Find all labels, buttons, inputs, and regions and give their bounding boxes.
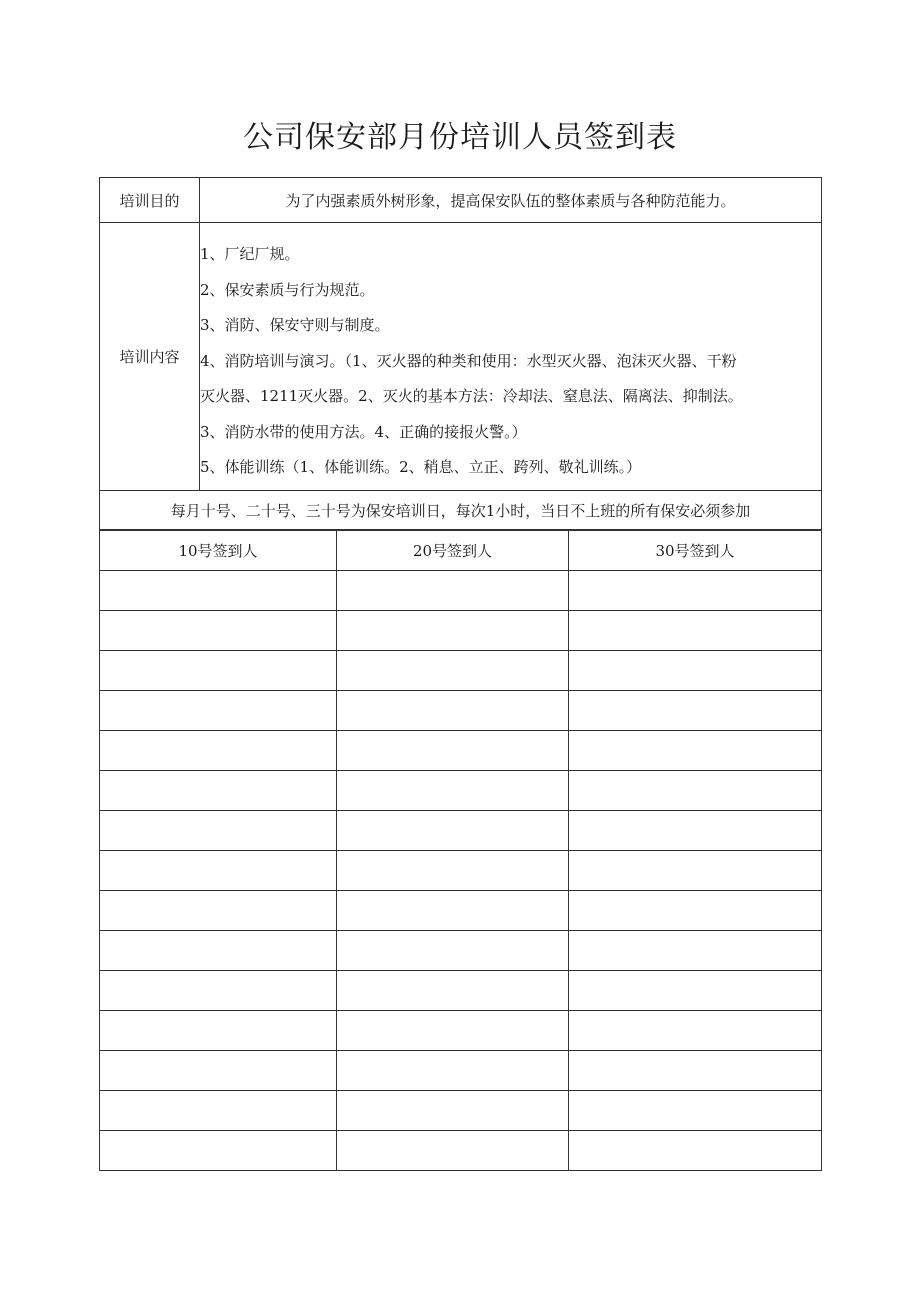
- purpose-row: [100, 178, 822, 223]
- signin-row: [100, 691, 822, 731]
- signin-cell-20th[interactable]: [337, 811, 569, 851]
- content-line: 1、厂纪厂规。: [200, 245, 300, 263]
- signin-row: [100, 611, 822, 651]
- signin-row: [100, 811, 822, 851]
- notice-row: [100, 491, 822, 530]
- signin-row: [100, 851, 822, 891]
- signin-cell-10th[interactable]: [100, 891, 337, 931]
- signin-cell-10th[interactable]: [100, 971, 337, 1011]
- signin-cell-30th[interactable]: [569, 1051, 822, 1091]
- signin-row: [100, 1091, 822, 1131]
- signin-row: [100, 1011, 822, 1051]
- content-line: 3、消防水带的使用方法。4、正确的接报火警。）: [200, 422, 527, 441]
- signin-cell-20th[interactable]: [337, 891, 569, 931]
- content-line: 2、保安素质与行为规范。: [200, 280, 375, 299]
- signin-cell-30th[interactable]: [569, 931, 822, 971]
- signin-cell-10th[interactable]: [100, 731, 337, 771]
- signin-cell-10th[interactable]: [100, 691, 337, 731]
- content-row: [100, 223, 822, 491]
- signin-cell-10th[interactable]: [100, 1011, 337, 1051]
- content-line: 灭火器、1211灭火器。2、灭火的基本方法：冷却法、窒息法、隔离法、抑制法。: [200, 387, 743, 405]
- signin-row: [100, 971, 822, 1011]
- signin-cell-30th[interactable]: [569, 731, 822, 771]
- signin-cell-30th[interactable]: [569, 1131, 822, 1171]
- signin-cell-30th[interactable]: [569, 571, 822, 611]
- signin-cell-20th[interactable]: [337, 1091, 569, 1131]
- content-label: 培训内容: [100, 223, 200, 491]
- notice-text: 每月十号、二十号、三十号为保安培训日，每次1小时，当日不上班的所有保安必须参加: [100, 491, 822, 530]
- signin-cell-20th[interactable]: [337, 1011, 569, 1051]
- signin-cell-10th[interactable]: [100, 851, 337, 891]
- signin-body: [100, 571, 822, 1171]
- signin-cell-10th[interactable]: [100, 1091, 337, 1131]
- signin-cell-30th[interactable]: [569, 611, 822, 651]
- signin-cell-30th[interactable]: [569, 771, 822, 811]
- signin-cell-30th[interactable]: [569, 851, 822, 891]
- content-line: 3、消防、保安守则与制度。: [200, 316, 390, 334]
- signin-cell-10th[interactable]: [100, 931, 337, 971]
- signin-cell-10th[interactable]: [100, 1051, 337, 1091]
- signin-cell-10th[interactable]: [100, 811, 337, 851]
- header-30th: 30号签到人: [569, 531, 822, 571]
- signin-row: [100, 1051, 822, 1091]
- signin-cell-10th[interactable]: [100, 651, 337, 691]
- signin-cell-30th[interactable]: [569, 1091, 822, 1131]
- signin-cell-20th[interactable]: [337, 971, 569, 1011]
- header-10th: 10号签到人: [100, 531, 337, 571]
- signin-cell-20th[interactable]: [337, 851, 569, 891]
- signin-cell-20th[interactable]: [337, 931, 569, 971]
- signin-cell-20th[interactable]: [337, 1051, 569, 1091]
- signin-header-row: [100, 531, 822, 571]
- signin-cell-10th[interactable]: [100, 611, 337, 651]
- signin-cell-10th[interactable]: [100, 771, 337, 811]
- signin-cell-20th[interactable]: [337, 771, 569, 811]
- signin-cell-20th[interactable]: [337, 1131, 569, 1171]
- signin-cell-10th[interactable]: [100, 1131, 337, 1171]
- content-line: 4、消防培训与演习。（1、灭火器的种类和使用：水型灭火器、泡沫灭火器、干粉: [200, 351, 737, 370]
- signin-row: [100, 1131, 822, 1171]
- signin-row: [100, 651, 822, 691]
- content-list: [200, 223, 821, 486]
- signin-cell-20th[interactable]: [337, 571, 569, 611]
- content-line: 5、体能训练（1、体能训练。2、稍息、立正、跨列、敬礼训练。）: [200, 458, 642, 476]
- signin-cell-20th[interactable]: [337, 651, 569, 691]
- header-20th: 20号签到人: [337, 531, 569, 571]
- training-info-table: [99, 177, 822, 530]
- content-list-cell: [200, 223, 822, 491]
- signin-cell-30th[interactable]: [569, 811, 822, 851]
- signin-cell-30th[interactable]: [569, 891, 822, 931]
- signin-cell-10th[interactable]: [100, 571, 337, 611]
- signin-row: [100, 891, 822, 931]
- signin-cell-30th[interactable]: [569, 971, 822, 1011]
- purpose-text: 为了内强素质外树形象，提高保安队伍的整体素质与各种防范能力。: [200, 178, 822, 223]
- signin-row: [100, 931, 822, 971]
- signin-cell-30th[interactable]: [569, 1011, 822, 1051]
- signin-cell-20th[interactable]: [337, 611, 569, 651]
- signin-cell-20th[interactable]: [337, 691, 569, 731]
- purpose-label: 培训目的: [100, 178, 200, 223]
- signin-cell-30th[interactable]: [569, 691, 822, 731]
- signin-table: [99, 530, 822, 1171]
- signin-row: [100, 731, 822, 771]
- page-title: 公司保安部月份培训人员签到表: [243, 120, 677, 155]
- signin-cell-30th[interactable]: [569, 651, 822, 691]
- signin-row: [100, 571, 822, 611]
- signin-row: [100, 771, 822, 811]
- signin-cell-20th[interactable]: [337, 731, 569, 771]
